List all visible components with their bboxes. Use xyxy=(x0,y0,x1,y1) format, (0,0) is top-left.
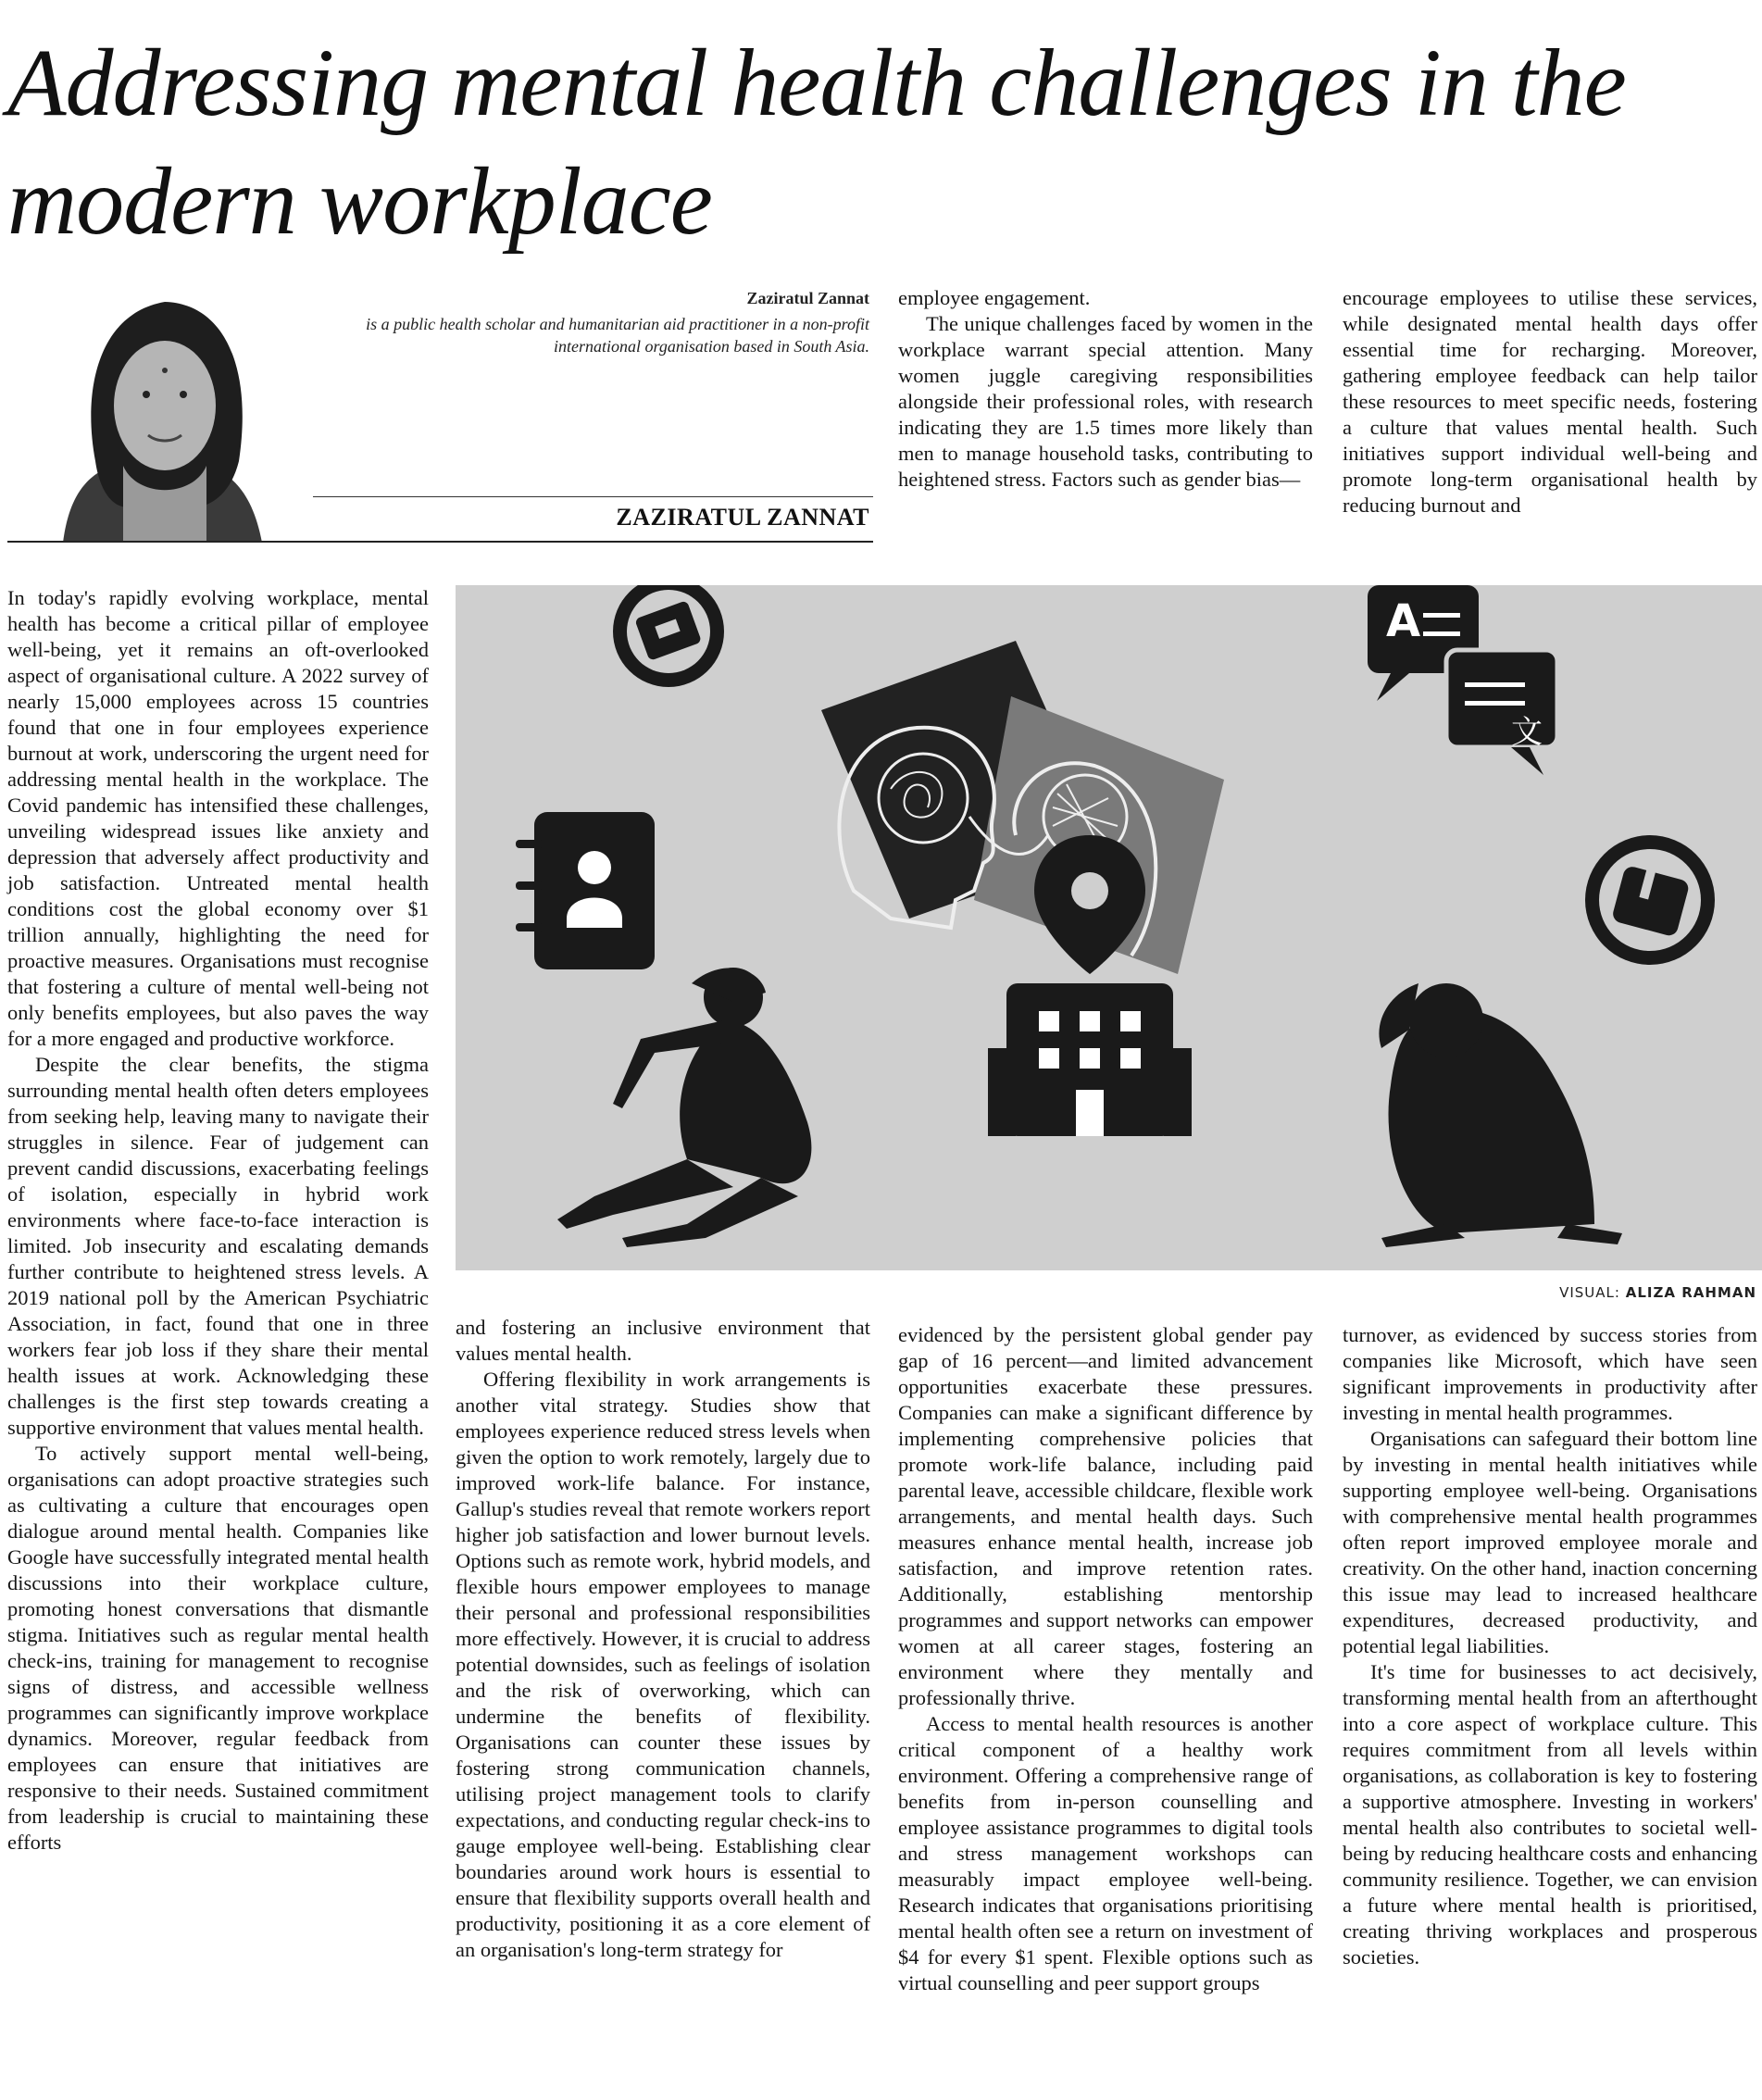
paragraph: and fostering an inclusive environment that values mental health. xyxy=(456,1316,870,1365)
paragraph: evidenced by the persistent global gender pay gap of 16 percent—and limited advancement opportunities exacerbate these pressures. Companies can make a significant difference by implementing comprehensive policies that promote work-life balance, including paid parental leave, accessible childcare, flexible work arrangements, and mental health days. Such measures enhance mental health, increase job satisfaction, and improve retention rates. Additionally, establishing mentorship programmes and support networks can empower women at all career stages, fostering an environment where they mentally and professionally thrive. xyxy=(898,1323,1313,1709)
byline-bottom-rule xyxy=(7,541,873,543)
column-2 xyxy=(456,1315,870,1963)
author-portrait xyxy=(7,285,313,543)
paragraph: Organisations can safeguard their bottom line by investing in mental health initiatives while supporting employee well-being. Organisations with comprehensive mental health programmes often report improved employee morale and creativity. On the other hand, inaction concerning this issue may lead to increased healthcare expenditures, decreased productivity, and potential legal liabilities. xyxy=(1343,1427,1757,1657)
svg-text:A: A xyxy=(1386,595,1421,647)
paragraph: To actively support mental well-being, organisations can adopt proactive strategies such as cultivating a culture that encourages open dialogue around mental health. Companies like Google have successfully integrated mental health discussions into their workplace culture, promoting honest conversations that dismantle stigma. Initiatives such as regular mental health check-ins, training for management to recognise signs of distress, and accessible wellness programmes can significantly improve workplace dynamics. Moreover, regular feedback from employees can ensure that initiatives are responsive to their needs. Sustained commitment from leadership is crucial to maintaining these efforts xyxy=(7,1442,429,1854)
paragraph: The unique challenges faced by women in the workplace warrant special attention. Many women juggle caregiving responsibilities alongside their professional roles, with research indicating they are 1.5 times more likely than men to manage household tasks, contributing to heightened stress. Factors such as gender bias— xyxy=(898,312,1313,491)
author-bio: is a public health scholar and humanitarian aid practitioner in a non-profit international organisation based in South Asia. xyxy=(366,315,869,356)
article-headline: Addressing mental health challenges in the modern workplace xyxy=(7,30,1626,255)
visual-credit: VISUAL: ALIZA RAHMAN xyxy=(1559,1284,1756,1301)
paragraph: Offering flexibility in work arrangements is another vital strategy. Studies show that employees experience reduced stress levels when given the option to work remotely, largely due to improved work-life balance. For instance, Gallup's studies reveal that remote workers report higher job satisfaction and lower burnout levels. Options such as remote work, hybrid models, and flexible hours empower employees to manage their personal and professional responsibilities more effectively. However, it is crucial to address potential downsides, such as feelings of isolation and the risk of overworking, which can undermine the benefits of flexibility. Organisations can counter these issues by fostering strong communication channels, utilising project management tools to clarify expectations, and conducting regular check-ins to gauge employee well-being. Establishing clear boundaries around work hours is essential to ensure that flexibility supports overall health and productivity, positioning it as a core element of an organisation's long-term strategy for xyxy=(456,1368,870,1961)
byline-divider xyxy=(313,496,873,497)
paragraph: Despite the clear benefits, the stigma surrounding mental health often deters employees from seeking help, leaving many to navigate their struggles in silence. Fear of judgement can prevent candid discussions, exacerbating feelings of isolation, especially in hybrid work environments where face-to-face interaction is limited. Job insecurity and escalating demands further contribute to heightened stress levels. A 2019 national poll by the American Psychiatric Association, in fact, found that one in three workers fear job loss if they share their mental health issues at work. Acknowledging these challenges is the first step towards creating a supportive environment that values mental health. xyxy=(7,1053,429,1439)
svg-text:文: 文 xyxy=(1511,714,1543,751)
paragraph: Access to mental health resources is another critical component of a healthy work environment. Offering a comprehensive range of benefits from in-person counselling and employee assistance programmes to digital tools and stress management workshops can measurably impact employee well-being. Research indicates that organisations prioritising mental health often see a return on investment of $4 for every $1 spent. Flexible options such as virtual counselling and peer support groups xyxy=(898,1712,1313,1994)
author-name-caps: ZAZIRATUL ZANNAT xyxy=(616,504,869,531)
contact-book-icon xyxy=(516,812,655,969)
column-4-top xyxy=(1343,285,1757,519)
author-name: Zaziratul Zannat xyxy=(746,289,869,307)
toolbox-icon xyxy=(1585,835,1715,965)
column-3 xyxy=(898,1322,1313,1996)
paragraph: encourage employees to utilise these services, while designated mental health days offer essential time for recharging. Moreover, gathering employee feedback can help tailor these resources to meet specific needs, fostering a culture that values mental health. Such initiatives support individual well-being and promote long-term organisational health by reducing burnout and xyxy=(1343,286,1757,517)
column-1 xyxy=(7,585,429,1856)
paragraph: It's time for businesses to act decisively, transforming mental health from an afterthought into a core aspect of workplace culture. This requires commitment from all levels within organisations, as collaboration is key to fostering a supportive atmosphere. Investing in workers' mental health also contributes to societal well-being by reducing healthcare costs and enhancing community resilience. Together, we can envision a future where mental health is prioritised, creating thriving workplaces and prosperous societies. xyxy=(1343,1660,1757,1969)
column-3-top xyxy=(898,285,1313,493)
byline-block xyxy=(7,285,873,544)
column-4 xyxy=(1343,1322,1757,1970)
paragraph: turnover, as evidenced by success stories from companies like Microsoft, which have seen significant improvements in productivity after investing in mental health programmes. xyxy=(1343,1323,1757,1424)
paragraph: In today's rapidly evolving workplace, mental health has become a critical pillar of employee well-being, yet it remains an oft-overlooked aspect of organisational culture. A 2022 survey of nearly 15,000 employees across 15 countries found that one in four employees experience burnout at work, underscoring the urgent need for addressing mental health in the workplace. The Covid pandemic has intensified these challenges, unveiling widespread issues like anxiety and depression that adversely affect productivity and job satisfaction. Untreated mental health conditions cost the global economy over $1 trillion annually, highlighting the need for proactive measures. Organisations must recognise that fostering a culture of mental well-being not only benefits employees, but also paves the way for a more engaged and productive workforce. xyxy=(7,586,429,1050)
paragraph: employee engagement. xyxy=(898,286,1091,309)
article-illustration xyxy=(456,585,1762,1270)
